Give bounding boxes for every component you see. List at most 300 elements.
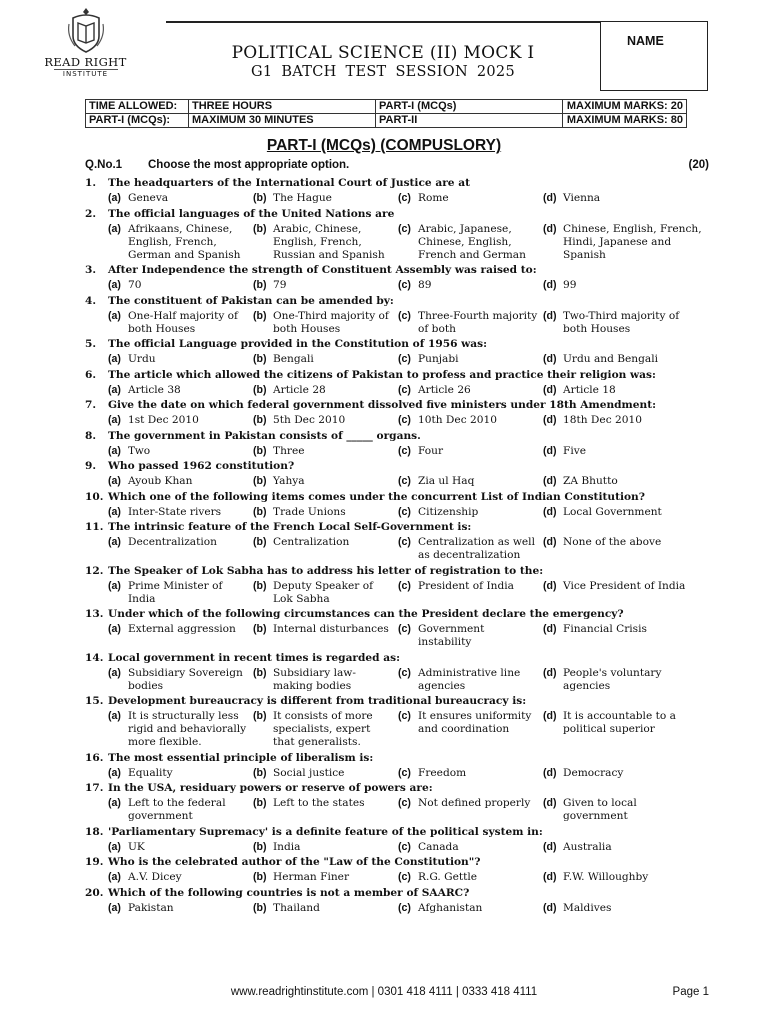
question-number: 15. (85, 695, 104, 707)
answer-option[interactable] (398, 384, 543, 397)
answer-option[interactable] (543, 310, 707, 336)
name-label: NAME (627, 34, 664, 48)
question-text (85, 781, 707, 795)
option-label: (b) (253, 383, 267, 396)
option-text: Not defined properly (418, 797, 531, 809)
option-row (85, 536, 707, 562)
answer-option[interactable] (108, 414, 253, 427)
option-text: Local Government (563, 505, 662, 518)
option-label: (b) (253, 414, 267, 426)
answer-option[interactable] (253, 506, 398, 519)
info-row (86, 114, 687, 128)
option-text: Australia (563, 840, 612, 853)
option-text: Chinese, English, French, Hindi, Japanese and Spanish (563, 222, 702, 261)
answer-option[interactable] (253, 667, 398, 693)
info-cell: MAXIMUM 30 MINUTES (189, 114, 376, 128)
question-stem: Give the date on which federal government dissolved five ministers under 18th Amendment: (108, 399, 657, 411)
option-label: (c) (398, 766, 411, 779)
question-item (85, 294, 707, 336)
answer-option[interactable] (253, 902, 398, 915)
question-stem: Who is the celebrated author of the "Law of the Constitution"? (108, 856, 481, 868)
option-label: (c) (398, 475, 411, 487)
question-marks: (20) (688, 159, 709, 171)
question-text (85, 398, 707, 412)
logo-text: READ RIGHT (44, 55, 127, 69)
option-text: Three-Fourth majority of both (418, 309, 538, 335)
option-text: One-Third majority of both Houses (273, 309, 389, 335)
answer-option[interactable] (108, 767, 253, 780)
option-label: (a) (108, 623, 121, 635)
answer-option[interactable] (108, 841, 253, 854)
option-label: (b) (253, 710, 267, 722)
exam-subtitle: G1 BATCH TEST SESSION 2025 (251, 64, 515, 80)
answer-option[interactable] (108, 536, 253, 562)
option-label: (b) (253, 353, 267, 365)
option-label: (c) (398, 414, 411, 426)
option-label: (a) (108, 536, 121, 548)
option-label: (a) (108, 579, 121, 592)
option-label: (b) (253, 666, 267, 679)
answer-option[interactable] (543, 580, 707, 606)
option-text: Canada (418, 840, 459, 853)
option-text: Subsidiary Sovereign bodies (128, 666, 243, 692)
option-label: (a) (108, 475, 121, 487)
question-number: 8. (85, 429, 97, 442)
option-label: (b) (253, 505, 267, 518)
option-label: (a) (108, 840, 121, 853)
question-number: 1. (85, 177, 97, 189)
info-row (86, 100, 687, 114)
question-stem: The most essential principle of liberalism is: (108, 751, 374, 764)
option-text: Decentralization (128, 536, 217, 548)
option-label: (a) (108, 279, 121, 291)
answer-option[interactable] (253, 536, 398, 562)
option-text: Arabic, Chinese, English, French, Russian and Spanish (273, 222, 385, 261)
answer-option[interactable] (398, 710, 543, 749)
option-label: (d) (543, 623, 557, 635)
question-text (85, 564, 707, 578)
question-stem: The constituent of Pakistan can be amended by: (108, 294, 394, 307)
option-label: (a) (108, 383, 121, 396)
option-label: (a) (108, 871, 121, 883)
option-text: Thailand (273, 901, 320, 914)
question-text (85, 176, 707, 190)
option-text: Inter-State rivers (128, 505, 222, 518)
answer-option[interactable] (398, 797, 543, 823)
exam-title: POLITICAL SCIENCE (II) MOCK I (231, 43, 535, 63)
option-row (85, 414, 707, 427)
option-text: Centralization as well as decentralization (418, 536, 535, 561)
question-item (85, 751, 707, 780)
answer-option[interactable] (108, 310, 253, 336)
answer-option[interactable] (253, 580, 398, 606)
answer-option[interactable] (543, 223, 707, 262)
answer-option[interactable] (543, 623, 707, 649)
answer-option[interactable] (398, 353, 543, 366)
option-text: President of India (418, 579, 514, 592)
answer-option[interactable] (543, 797, 707, 823)
answer-option[interactable] (543, 192, 707, 205)
option-label: (d) (543, 579, 557, 592)
option-label: (a) (108, 901, 121, 914)
option-label: (d) (543, 309, 557, 322)
option-label: (d) (543, 766, 557, 779)
answer-option[interactable] (398, 310, 543, 336)
option-label: (d) (543, 222, 557, 235)
option-text: Urdu and Bengali (563, 353, 659, 365)
option-text: UK (128, 840, 145, 853)
answer-option[interactable] (398, 445, 543, 458)
option-text: Two-Third majority of both Houses (563, 309, 680, 335)
answer-option[interactable] (398, 871, 543, 884)
option-text: Five (563, 444, 586, 457)
option-text: F.W. Willoughby (563, 871, 649, 883)
answer-option[interactable] (543, 902, 707, 915)
answer-option[interactable] (398, 536, 543, 562)
answer-option[interactable] (543, 384, 707, 397)
option-row (85, 506, 707, 519)
option-label: (b) (253, 901, 267, 914)
option-text: Arabic, Japanese, Chinese, English, French and German (418, 222, 526, 261)
option-label: (d) (543, 710, 557, 722)
option-label: (a) (108, 444, 121, 457)
question-text (85, 294, 707, 308)
option-label: (d) (543, 840, 557, 853)
option-row (85, 279, 707, 292)
option-label: (b) (253, 475, 267, 487)
option-label: (d) (543, 444, 557, 457)
option-row (85, 310, 707, 336)
option-text: 79 (273, 279, 287, 291)
option-text: Article 28 (273, 383, 326, 396)
option-label: (c) (398, 279, 411, 291)
option-label: (d) (543, 383, 557, 396)
option-text: One-Half majority of both Houses (128, 309, 238, 335)
answer-option[interactable] (543, 353, 707, 366)
option-label: (d) (543, 353, 557, 365)
option-label: (b) (253, 222, 267, 235)
option-row (85, 623, 707, 649)
answer-option[interactable] (398, 223, 543, 262)
answer-option[interactable] (398, 414, 543, 427)
question-item (85, 263, 707, 292)
question-item (85, 781, 707, 823)
name-box[interactable] (600, 21, 708, 91)
crest-icon (65, 6, 107, 54)
option-label: (c) (398, 222, 411, 235)
option-text: It consists of more specialists, expert that generalists. (273, 710, 373, 748)
option-label: (d) (543, 901, 557, 914)
question-stem: Under which of the following circumstances can the President declare the emergency? (108, 608, 624, 620)
option-text: Prime Minister of India (128, 579, 223, 605)
question-item (85, 176, 707, 205)
answer-option[interactable] (108, 353, 253, 366)
option-label: (c) (398, 309, 411, 322)
option-label: (c) (398, 444, 411, 457)
option-row (85, 841, 707, 854)
answer-option[interactable] (543, 506, 707, 519)
answer-option[interactable] (108, 445, 253, 458)
option-text: It is accountable to a political superior (563, 710, 676, 735)
option-label: (c) (398, 536, 411, 548)
info-cell: MAXIMUM MARKS: 80 (563, 114, 687, 128)
question-number: 6. (85, 368, 97, 381)
answer-option[interactable] (253, 310, 398, 336)
question-stem: The official languages of the United Nations are (108, 207, 395, 220)
answer-option[interactable] (108, 580, 253, 606)
option-label: (b) (253, 766, 267, 779)
option-row (85, 902, 707, 915)
option-text: Equality (128, 766, 173, 779)
option-text: Vienna (563, 192, 601, 204)
question-item (85, 886, 707, 915)
logo-subtext: INSTITUTE (54, 69, 118, 79)
question-number: 11. (85, 521, 104, 533)
answer-option[interactable] (108, 871, 253, 884)
option-row (85, 192, 707, 205)
answer-option[interactable] (543, 536, 707, 562)
option-label: (b) (253, 309, 267, 322)
answer-option[interactable] (398, 475, 543, 488)
answer-option[interactable] (253, 192, 398, 205)
option-text: 1st Dec 2010 (128, 414, 199, 426)
option-label: (d) (543, 505, 557, 518)
option-text: Article 38 (128, 383, 181, 396)
question-stem: The intrinsic feature of the French Local Self-Government is: (108, 521, 472, 533)
question-number: 18. (85, 825, 104, 838)
option-text: None of the above (563, 536, 662, 548)
question-stem: The headquarters of the International Court of Justice are at (108, 177, 470, 189)
option-text: Left to the federal government (128, 797, 226, 822)
option-text: Vice President of India (563, 579, 686, 592)
option-label: (d) (543, 192, 557, 204)
info-cell: TIME ALLOWED: (86, 100, 189, 114)
option-row (85, 871, 707, 884)
answer-option[interactable] (253, 623, 398, 649)
question-stem: 'Parliamentary Supremacy' is a definite feature of the political system in: (108, 825, 543, 838)
question-number: 19. (85, 856, 104, 868)
answer-option[interactable] (398, 192, 543, 205)
answer-option[interactable] (543, 767, 707, 780)
option-label: (b) (253, 840, 267, 853)
question-number: 4. (85, 294, 97, 307)
question-stem: The article which allowed the citizens of Pakistan to profess and practice their religion was: (108, 368, 656, 381)
option-label: (c) (398, 840, 411, 853)
option-text: It ensures uniformity and coordination (418, 710, 532, 735)
option-label: (d) (543, 871, 557, 883)
answer-option[interactable] (108, 384, 253, 397)
option-label: (d) (543, 536, 557, 548)
question-text (85, 337, 707, 351)
answer-option[interactable] (253, 445, 398, 458)
option-text: Social justice (273, 766, 345, 779)
option-label: (c) (398, 797, 411, 809)
answer-option[interactable] (253, 767, 398, 780)
answer-option[interactable] (398, 506, 543, 519)
answer-option[interactable] (108, 223, 253, 262)
option-label: (b) (253, 444, 267, 457)
answer-option[interactable] (398, 580, 543, 606)
answer-option[interactable] (543, 871, 707, 884)
answer-option[interactable] (253, 797, 398, 823)
exam-info-table (85, 99, 687, 128)
question-stem: Which of the following countries is not a member of SAARC? (108, 886, 470, 899)
part-title (0, 137, 768, 155)
question-text (85, 429, 707, 443)
option-text: Given to local government (563, 797, 637, 822)
option-label: (b) (253, 623, 267, 635)
question-stem: Which one of the following items comes under the concurrent List of Indian Constitution? (108, 490, 645, 503)
option-text: Afrikaans, Chinese, English, French, German and Spanish (128, 222, 241, 261)
answer-option[interactable] (253, 384, 398, 397)
option-label: (a) (108, 222, 121, 235)
answer-option[interactable] (108, 506, 253, 519)
answer-option[interactable] (253, 841, 398, 854)
option-text: Financial Crisis (563, 623, 647, 635)
answer-option[interactable] (253, 475, 398, 488)
answer-option[interactable] (108, 623, 253, 649)
info-cell: PART-II (376, 114, 563, 128)
option-text: Bengali (273, 353, 314, 365)
question-item (85, 398, 707, 427)
option-label: (d) (543, 666, 557, 679)
option-label: (a) (108, 192, 121, 204)
answer-option[interactable] (398, 841, 543, 854)
question-text (85, 490, 707, 504)
option-text: Zia ul Haq (418, 475, 475, 487)
answer-option[interactable] (253, 223, 398, 262)
answer-option[interactable] (543, 710, 707, 749)
question-number: 2. (85, 207, 97, 220)
question-number: 5. (85, 338, 97, 350)
part-title-text: PART-I (MCQs) (COMPUSLORY) (266, 137, 502, 154)
option-label: (a) (108, 353, 121, 365)
page-number: Page 1 (672, 986, 709, 998)
answer-option[interactable] (253, 353, 398, 366)
question-text (85, 368, 707, 382)
question-stem: Who passed 1962 constitution? (108, 460, 295, 472)
answer-option[interactable] (398, 767, 543, 780)
option-label: (d) (543, 797, 557, 809)
option-label: (c) (398, 623, 411, 635)
question-number: 9. (85, 460, 97, 472)
answer-option[interactable] (543, 414, 707, 427)
option-text: India (273, 840, 301, 853)
question-item (85, 694, 707, 749)
option-text: Trade Unions (273, 505, 346, 518)
answer-option[interactable] (108, 667, 253, 693)
option-text: A.V. Dicey (128, 871, 182, 883)
question-stem: After Independence the strength of Constituent Assembly was raised to: (108, 264, 537, 276)
option-text: Rome (418, 192, 449, 204)
answer-option[interactable] (108, 797, 253, 823)
question-item (85, 564, 707, 606)
option-label: (b) (253, 279, 267, 291)
info-cell: PART-I (MCQs) (376, 100, 563, 114)
question-stem: The Speaker of Lok Sabha has to address his letter of registration to the: (108, 564, 544, 577)
answer-option[interactable] (108, 902, 253, 915)
option-text: Urdu (128, 353, 156, 365)
question-list (85, 176, 707, 916)
option-label: (c) (398, 666, 411, 679)
answer-option[interactable] (543, 279, 707, 292)
answer-option[interactable] (398, 279, 543, 292)
answer-option[interactable] (253, 279, 398, 292)
question-item (85, 337, 707, 366)
option-label: (a) (108, 309, 121, 322)
info-cell: THREE HOURS (189, 100, 376, 114)
question-number: 12. (85, 564, 104, 577)
option-label: (d) (543, 414, 557, 426)
option-label: (a) (108, 505, 121, 518)
option-label: (c) (398, 353, 411, 365)
question-item (85, 855, 707, 884)
question-text (85, 886, 707, 900)
answer-option[interactable] (253, 710, 398, 749)
option-text: Internal disturbances (273, 623, 389, 635)
option-text: Pakistan (128, 901, 174, 914)
option-row (85, 353, 707, 366)
answer-option[interactable] (108, 475, 253, 488)
option-text: Two (128, 444, 151, 457)
question-stem: Development bureaucracy is different from traditional bureaucracy is: (108, 695, 527, 707)
question-number: 7. (85, 399, 97, 411)
option-text: 18th Dec 2010 (563, 414, 642, 426)
option-label: (a) (108, 666, 121, 679)
question-item (85, 490, 707, 519)
option-text: Article 18 (563, 383, 616, 396)
answer-option[interactable] (108, 710, 253, 749)
question-text (85, 651, 707, 665)
answer-option[interactable] (543, 841, 707, 854)
answer-option[interactable] (253, 871, 398, 884)
institute-logo (18, 6, 153, 86)
option-label: (c) (398, 505, 411, 518)
question-stem: In the USA, residuary powers or reserve of powers are: (108, 782, 433, 794)
option-row (85, 710, 707, 749)
answer-option[interactable] (108, 192, 253, 205)
option-text: 70 (128, 279, 142, 291)
footer-contact: www.readrightinstitute.com | 0301 418 4111 | 0333 418 4111 (230, 986, 538, 998)
option-text: Administrative line agencies (418, 666, 521, 692)
answer-option[interactable] (543, 667, 707, 693)
option-text: Geneva (128, 192, 169, 204)
question-item (85, 207, 707, 262)
question-item (85, 459, 707, 488)
answer-option[interactable] (543, 445, 707, 458)
question-number: 14. (85, 651, 104, 664)
answer-option[interactable] (108, 279, 253, 292)
option-row (85, 797, 707, 823)
option-label: (d) (543, 279, 557, 291)
option-text: Article 26 (418, 383, 471, 396)
answer-option[interactable] (398, 902, 543, 915)
answer-option[interactable] (253, 414, 398, 427)
question-number: 17. (85, 782, 104, 794)
question-number: 20. (85, 886, 104, 899)
option-label: (b) (253, 797, 267, 809)
option-text: Ayoub Khan (128, 475, 193, 487)
question-stem: Local government in recent times is regarded as: (108, 651, 400, 664)
question-stem: The government in Pakistan consists of _____ organs. (108, 429, 421, 442)
answer-option[interactable] (398, 623, 543, 649)
question-number: 10. (85, 490, 104, 503)
info-cell: MAXIMUM MARKS: 20 (563, 100, 687, 114)
option-label: (b) (253, 579, 267, 592)
answer-option[interactable] (543, 475, 707, 488)
answer-option[interactable] (398, 667, 543, 693)
option-text: Citizenship (418, 505, 479, 518)
